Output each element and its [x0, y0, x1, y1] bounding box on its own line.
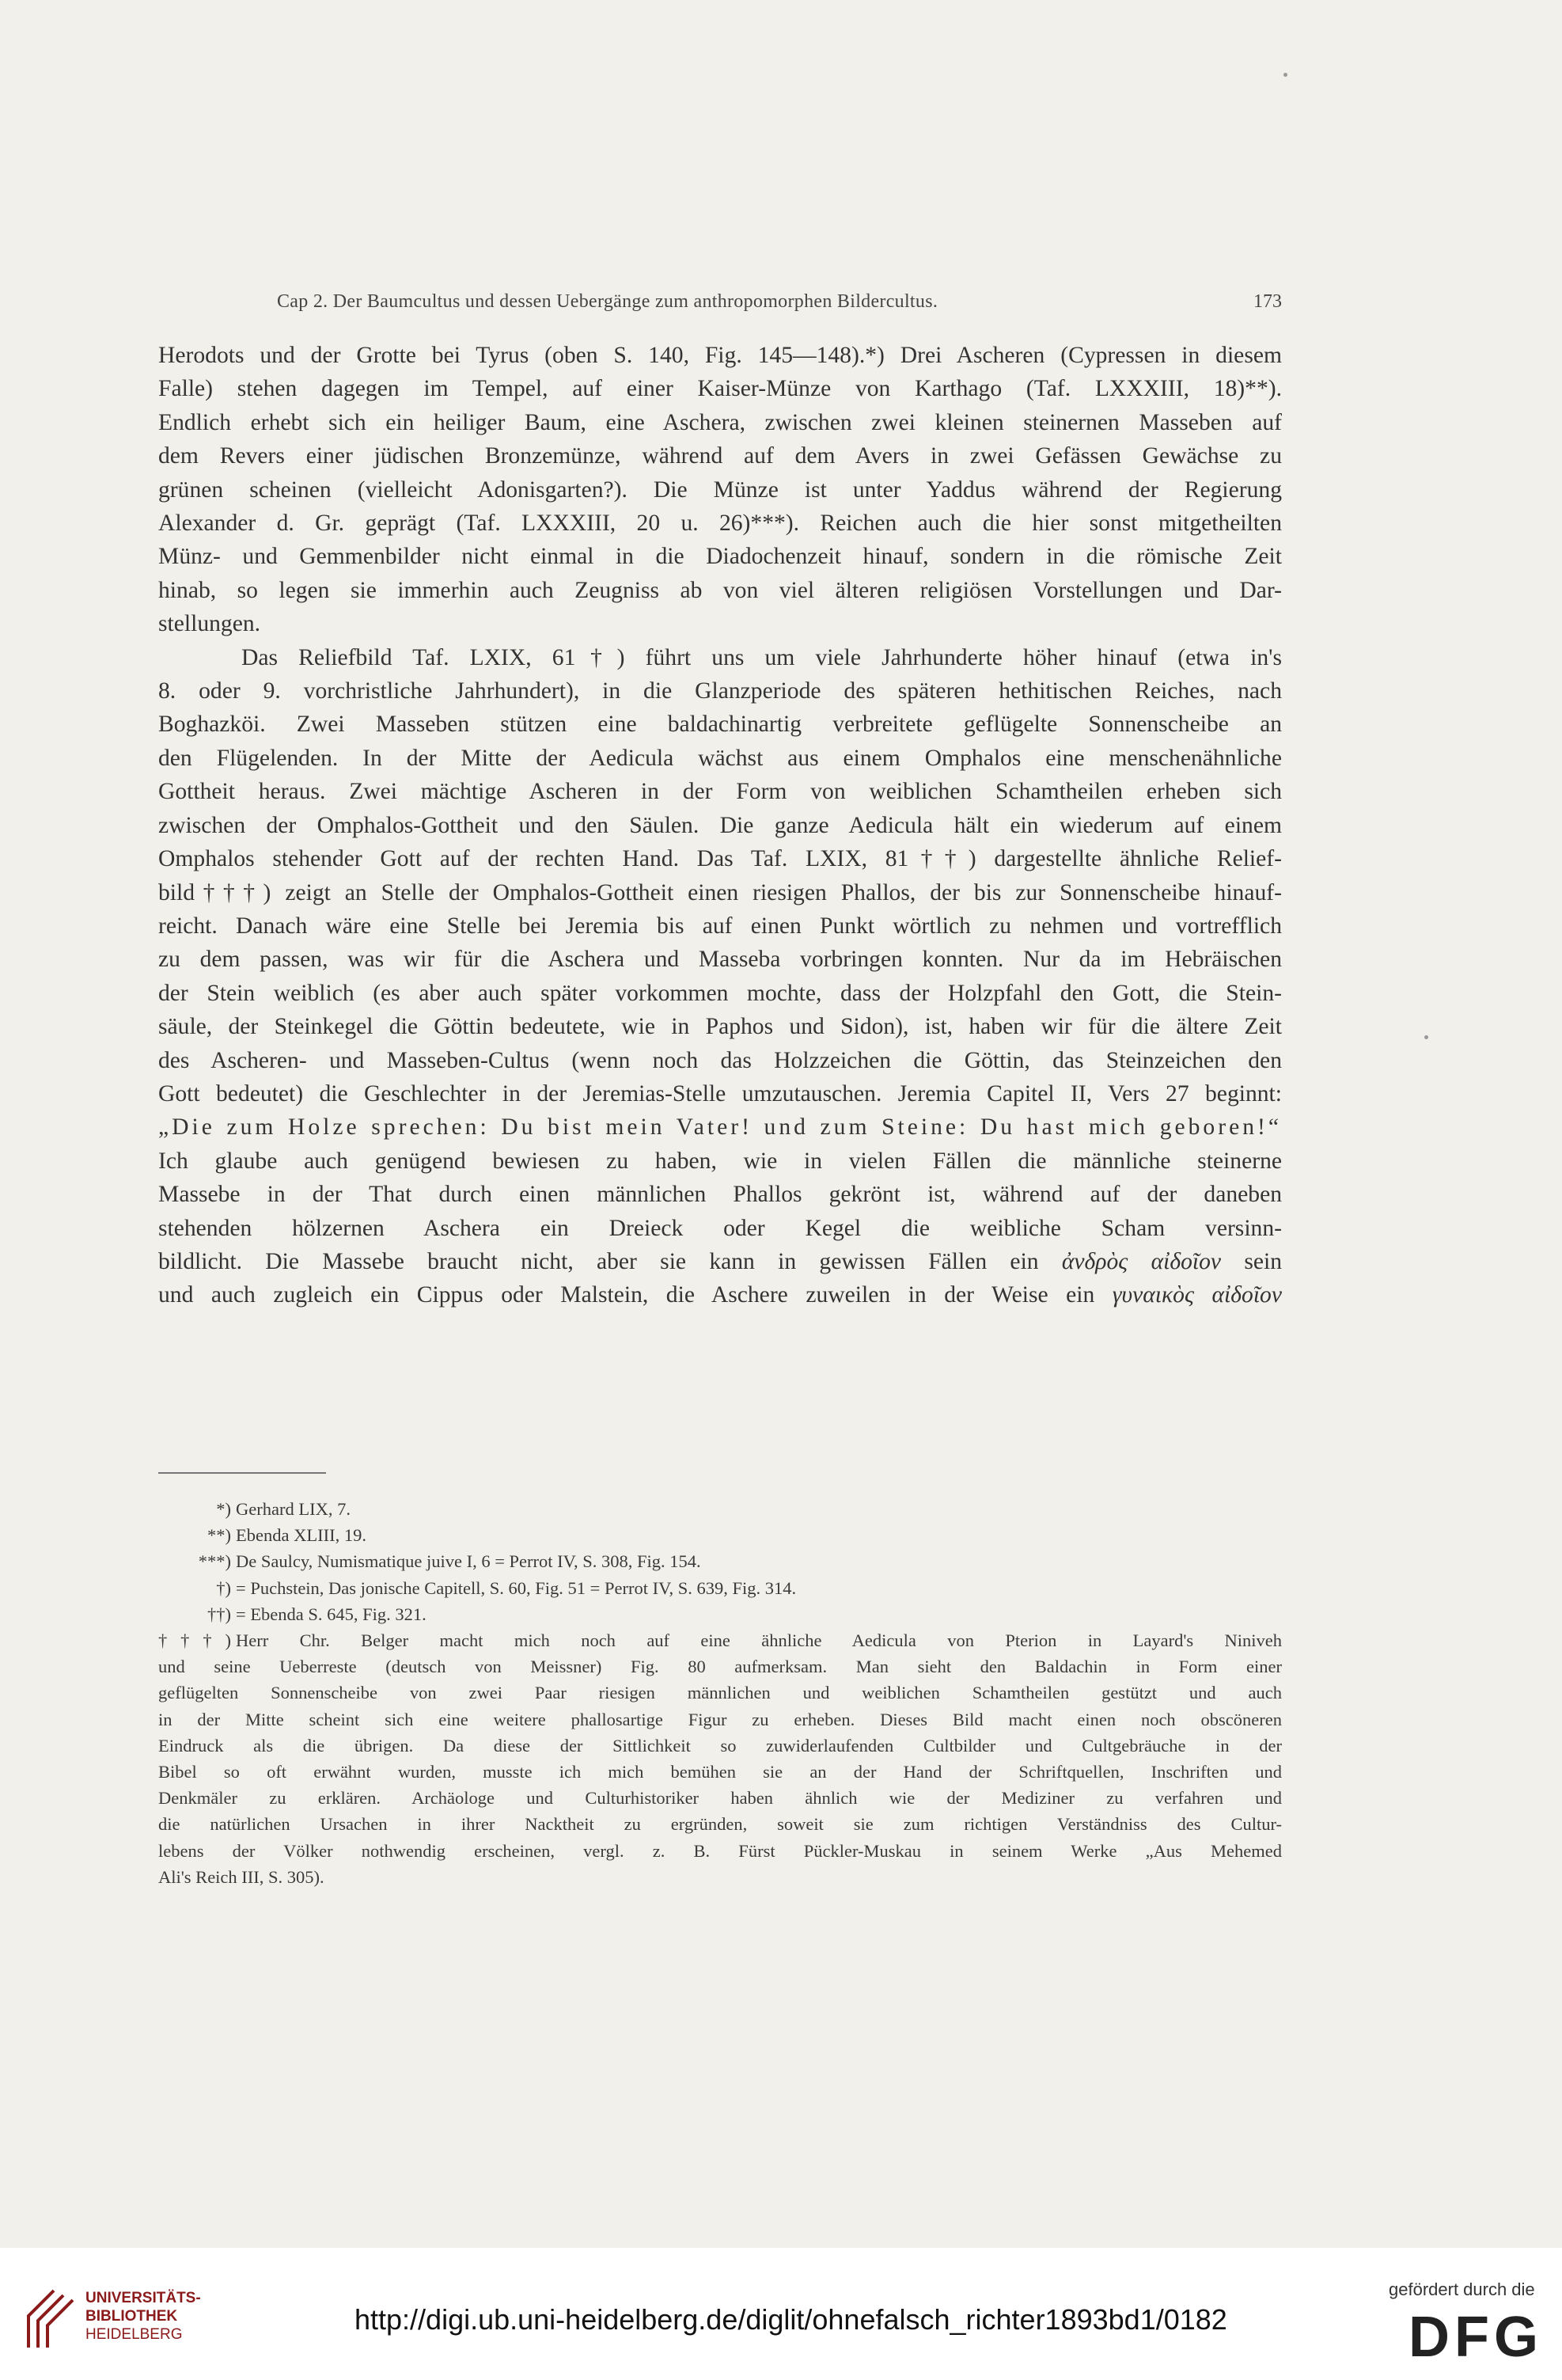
funding-label: gefördert durch die — [1389, 2279, 1535, 2299]
text-line: Gott bedeutet) die Geschlechter in der Jeremias-Stelle umzutauschen. Jeremia Capitel II, Vers 27 beginnt: — [158, 1080, 1282, 1106]
text-line: dem Revers einer jüdischen Bronzemünze, während auf dem Avers in zwei Gefässen Gewächse zu — [158, 443, 1282, 469]
footnote-line — [158, 1627, 1282, 1653]
text-line: zu dem passen, was wir für die Aschera und Masseba vorbringen konnten. Nur da im Hebräischen — [158, 947, 1282, 973]
footnote-line: geflügelten Sonnenscheibe von zwei Paar riesigen männlichen und weiblichen Schamtheilen gestützt und auch — [158, 1683, 1282, 1703]
text-segment: und auch zugleich ein Cippus oder Malstein, die Aschere zuweilen in der Weise ein — [158, 1282, 1095, 1308]
footnote-text: De Saulcy, Numismatique juive I, 6 = Perrot IV, S. 308, Fig. 154. — [236, 1551, 701, 1572]
footnote-line: in der Mitte scheint sich eine weitere phallosartige Figur zu erheben. Dieses Bild macht einen noch obscöneren — [158, 1709, 1282, 1729]
running-header — [158, 291, 1282, 323]
text-line: Falle) stehen dagegen im Tempel, auf einer Kaiser-Münze von Karthago (Taf. LXXXIII, 18)**). — [158, 376, 1282, 402]
paragraph-2 — [158, 641, 1282, 1312]
greek-phrase: ἀνδρὸς αἰδοῖον — [1061, 1248, 1222, 1274]
footnote-mark: †) — [216, 1577, 231, 1598]
footnote-text: Gerhard LIX, 7. — [236, 1499, 351, 1519]
library-name-line: BIBLIOTHEK — [85, 2308, 178, 2325]
footnote-line: und seine Ueberreste (deutsch von Meissner) Fig. 80 aufmerksam. Man sieht den Baldachin in Form einer — [158, 1657, 1282, 1677]
footnote-mark: ††) — [207, 1604, 231, 1624]
page-number: 173 — [1253, 291, 1282, 312]
footnote-divider — [158, 1472, 326, 1474]
text-line: Boghazköi. Zwei Masseben stützen eine baldachinartig verbreitete geflügelte Sonnenscheibe an — [158, 712, 1282, 738]
footnote — [158, 1548, 1282, 1574]
text-line-with-greek — [158, 1278, 1282, 1311]
dfg-logo[interactable]: DFG — [1408, 2306, 1543, 2369]
text-line: der Stein weiblich (es aber auch später vorkommen mochte, dass der Holzpfahl den Gott, die Stein- — [158, 980, 1282, 1006]
footnote-text: Herr Chr. Belger macht mich noch auf eine ähnliche Aedicula von Pterion in Layard's Niniveh — [236, 1630, 1282, 1651]
text-line: Omphalos stehender Gott auf der rechten Hand. Das Taf. LXIX, 81††) dargestellte ähnliche Relief- — [158, 846, 1282, 872]
greek-phrase: γυναικὸς αἰδοῖον — [1112, 1282, 1282, 1308]
library-name-line: UNIVERSITÄTS- — [85, 2290, 201, 2306]
footnote-mark: ***) — [198, 1551, 231, 1572]
text-line: zwischen der Omphalos-Gottheit und den Säulen. Die ganze Aedicula hält ein wiederum auf einem — [158, 812, 1282, 838]
footnote-text: = Ebenda S. 645, Fig. 321. — [236, 1604, 427, 1624]
footnote-line: Ali's Reich III, S. 305). — [158, 1866, 324, 1887]
footnote-line: Denkmäler zu erklären. Archäologe und Culturhistoriker haben ähnlich wie der Mediziner zu verfahren und — [158, 1788, 1282, 1809]
text-line: den Flügelenden. In der Mitte der Aedicula wächst aus einem Omphalos eine menschenähnliche — [158, 745, 1282, 771]
library-name — [85, 2289, 201, 2344]
text-line: stellungen. — [158, 611, 261, 637]
text-line: hinab, so legen sie immerhin auch Zeugniss ab von viel älteren religiösen Vorstellungen und Dar- — [158, 577, 1282, 603]
text-line: grünen scheinen (vielleicht Adonisgarten?). Die Münze ist unter Yaddus während der Regierung — [158, 476, 1282, 503]
text-line: Das Reliefbild Taf. LXIX, 61†) führt uns um viele Jahrhunderte höher hinauf (etwa in's — [241, 644, 1282, 670]
footnote — [158, 1575, 1282, 1601]
footnote-mark: *) — [216, 1499, 231, 1519]
text-line: säule, der Steinkegel die Göttin bedeutete, wie in Paphos und Sidon), ist, haben wir für die ältere Zeit — [158, 1014, 1282, 1040]
running-title: Cap 2. Der Baumcultus und dessen Uebergänge zum anthropomorphen Bildercultus. — [277, 291, 938, 312]
footnote-line: Eindruck als die übrigen. Da diese der Sittlichkeit so zuwiderlaufenden Cultbilder und Cultgebräuche in der — [158, 1735, 1282, 1756]
text-line: Münz- und Gemmenbilder nicht einmal in die Diadochenzeit hinauf, sondern in die römische Zeit — [158, 544, 1282, 570]
permalink-url[interactable]: http://digi.ub.uni-heidelberg.de/diglit/ohnefalsch_richter1893bd1/0182 — [354, 2303, 1227, 2336]
library-name-line: HEIDELBERG — [85, 2326, 183, 2343]
text-line: reicht. Danach wäre eine Stelle bei Jeremia bis auf einen Punkt wörtlich zu nehmen und vortrefflich — [158, 913, 1282, 939]
footnote — [158, 1601, 1282, 1627]
text-line: Endlich erhebt sich ein heiliger Baum, eine Aschera, zwischen zwei kleinen steinernen Masseben auf — [158, 409, 1282, 435]
footnote — [158, 1522, 1282, 1548]
text-line: Alexander d. Gr. geprägt (Taf. LXXXIII, 20 u. 26)***). Reichen auch die hier sonst mitgetheilten — [158, 511, 1282, 537]
footnote-line: die natürlichen Ursachen in ihrer Nacktheit zu ergründen, soweit sie zum richtigen Verständniss des Cultur- — [158, 1814, 1282, 1835]
scan-speck — [1283, 73, 1287, 77]
text-line: stehenden hölzernen Aschera ein Dreieck oder Kegel die weibliche Scham versinn- — [158, 1215, 1282, 1241]
footnote-text: Ebenda XLIII, 19. — [236, 1525, 366, 1546]
text-line: Gottheit heraus. Zwei mächtige Ascheren in der Form von weiblichen Schamtheilen erheben sich — [158, 779, 1282, 805]
quote-line: „Die zum Holze sprechen: Du bist mein Vater! und zum Steine: Du hast mich geboren!“ — [158, 1114, 1282, 1141]
text-segment: sein — [1244, 1248, 1282, 1274]
text-line: Massebe in der That durch einen männlichen Phallos gekrönt ist, während auf der daneben — [158, 1182, 1282, 1208]
library-logo-icon[interactable] — [22, 2287, 78, 2351]
scan-speck — [1424, 1035, 1428, 1039]
footer-bar — [0, 2248, 1562, 2380]
text-line: Herodots und der Grotte bei Tyrus (oben S. 140, Fig. 145—148).*) Drei Ascheren (Cypressen in diesem — [158, 343, 1282, 368]
paragraph-1 — [158, 339, 1282, 641]
text-line: Ich glaube auch genügend bewiesen zu haben, wie in vielen Fällen die männliche steinerne — [158, 1148, 1282, 1174]
text-line: bild†††) zeigt an Stelle der Omphalos-Gottheit einen riesigen Phallos, der bis zur Sonnenscheibe hinauf- — [158, 879, 1282, 905]
text-line: des Ascheren- und Masseben-Cultus (wenn noch das Holzzeichen die Göttin, das Steinzeichen den — [158, 1047, 1282, 1073]
footnote-mark: **) — [207, 1525, 231, 1546]
main-text — [158, 339, 1282, 1312]
text-line: 8. oder 9. vorchristliche Jahrhundert), in die Glanzperiode des späteren hethitischen Reiches, nach — [158, 678, 1282, 704]
text-segment: bildlicht. Die Massebe braucht nicht, aber sie kann in gewissen Fällen ein — [158, 1248, 1039, 1274]
footnote-line: lebens der Völker nothwendig erscheinen, vergl. z. B. Fürst Pückler-Muskau in seinem Werke „Aus Mehemed — [158, 1840, 1282, 1861]
footnote-line: Bibel so oft erwähnt wurden, musste ich mich bemühen sie an der Hand der Schriftquellen, Inschriften und — [158, 1762, 1282, 1782]
text-line-with-greek — [158, 1245, 1282, 1278]
footnote-text: = Puchstein, Das jonische Capitell, S. 60, Fig. 51 = Perrot IV, S. 639, Fig. 314. — [236, 1577, 797, 1598]
footnote — [158, 1496, 1282, 1522]
footnote-long — [158, 1627, 1282, 1890]
footnotes — [158, 1496, 1282, 1890]
footnote-mark: †††) — [158, 1630, 231, 1651]
